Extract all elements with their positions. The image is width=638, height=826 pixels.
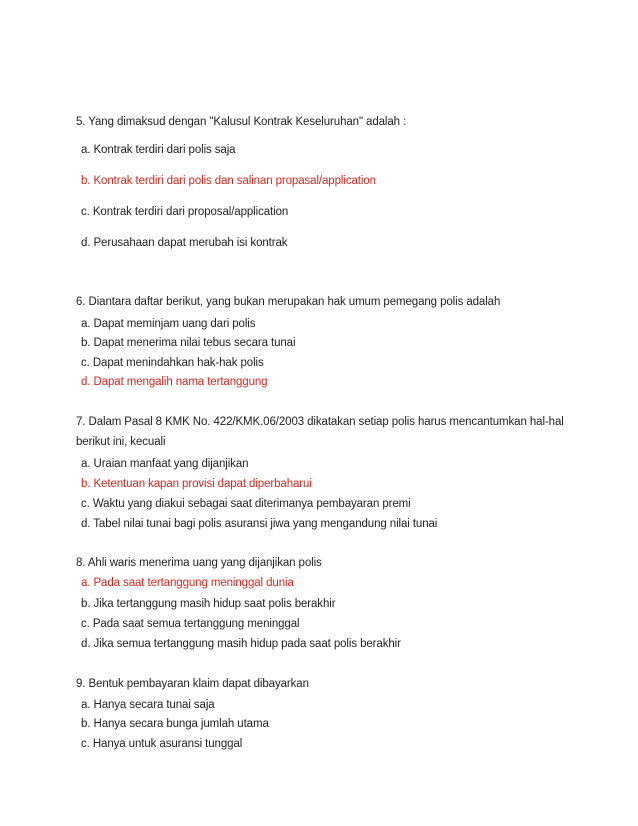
question-6-option-c: c. Dapat menindahkan hak-hak polis [81,357,264,369]
question-8-text: 8. Ahli waris menerima uang yang dijanjikan polis [76,557,322,569]
question-8-option-a-correct: a. Pada saat tertanggung meninggal dunia [81,577,294,589]
question-6-option-a: a. Dapat meminjam uang dari polis [81,318,256,330]
question-7-text-line1: 7. Dalam Pasal 8 KMK No. 422/KMK.06/2003 dikatakan setiap polis harus mencantumkan hal-hal [76,416,564,428]
question-6-option-d-correct: d. Dapat mengalih nama tertanggung [81,376,268,388]
question-7-option-d: d. Tabel nilai tunai bagi polis asuransi jiwa yang mengandung nilai tunai [81,518,438,530]
question-8-option-c: c. Pada saat semua tertanggung meninggal [81,618,300,630]
question-7-option-b-correct: b. Ketentuan kapan provisi dapat diperbaharui [81,478,312,490]
question-9-option-b: b. Hanya secara bunga jumlah utama [81,718,269,730]
question-9-option-a: a. Hanya secara tunai saja [81,699,215,711]
question-8-option-b: b. Jika tertanggung masih hidup saat polis berakhir [81,598,336,610]
question-8-option-d: d. Jika semua tertanggung masih hidup pada saat polis berakhir [81,638,401,650]
question-6-option-b: b. Dapat menerima nilai tebus secara tunai [81,337,296,349]
question-7-option-a: a. Uraian manfaat yang dijanjikan [81,458,249,470]
question-7-option-c: c. Waktu yang diakui sebagai saat diterimanya pembayaran premi [81,498,411,510]
question-7-text-line2: berikut ini, kecuali [76,436,166,448]
question-5-option-c: c. Kontrak terdiri dari proposal/application [81,206,289,218]
question-6-text: 6. Diantara daftar berikut, yang bukan merupakan hak umum pemegang polis adalah [76,296,501,308]
question-5-option-a: a. Kontrak terdiri dari polis saja [81,144,236,156]
question-5-text: 5. Yang dimaksud dengan "Kalusul Kontrak Keseluruhan" adalah : [76,116,407,128]
question-5-option-d: d. Perusahaan dapat merubah isi kontrak [81,237,288,249]
question-5-option-b-correct: b. Kontrak terdiri dari polis dan salinan propasal/application [81,175,376,187]
question-9-text: 9. Bentuk pembayaran klaim dapat dibayarkan [76,678,309,690]
question-9-option-c: c. Hanya untuk asuransi tunggal [81,738,243,750]
